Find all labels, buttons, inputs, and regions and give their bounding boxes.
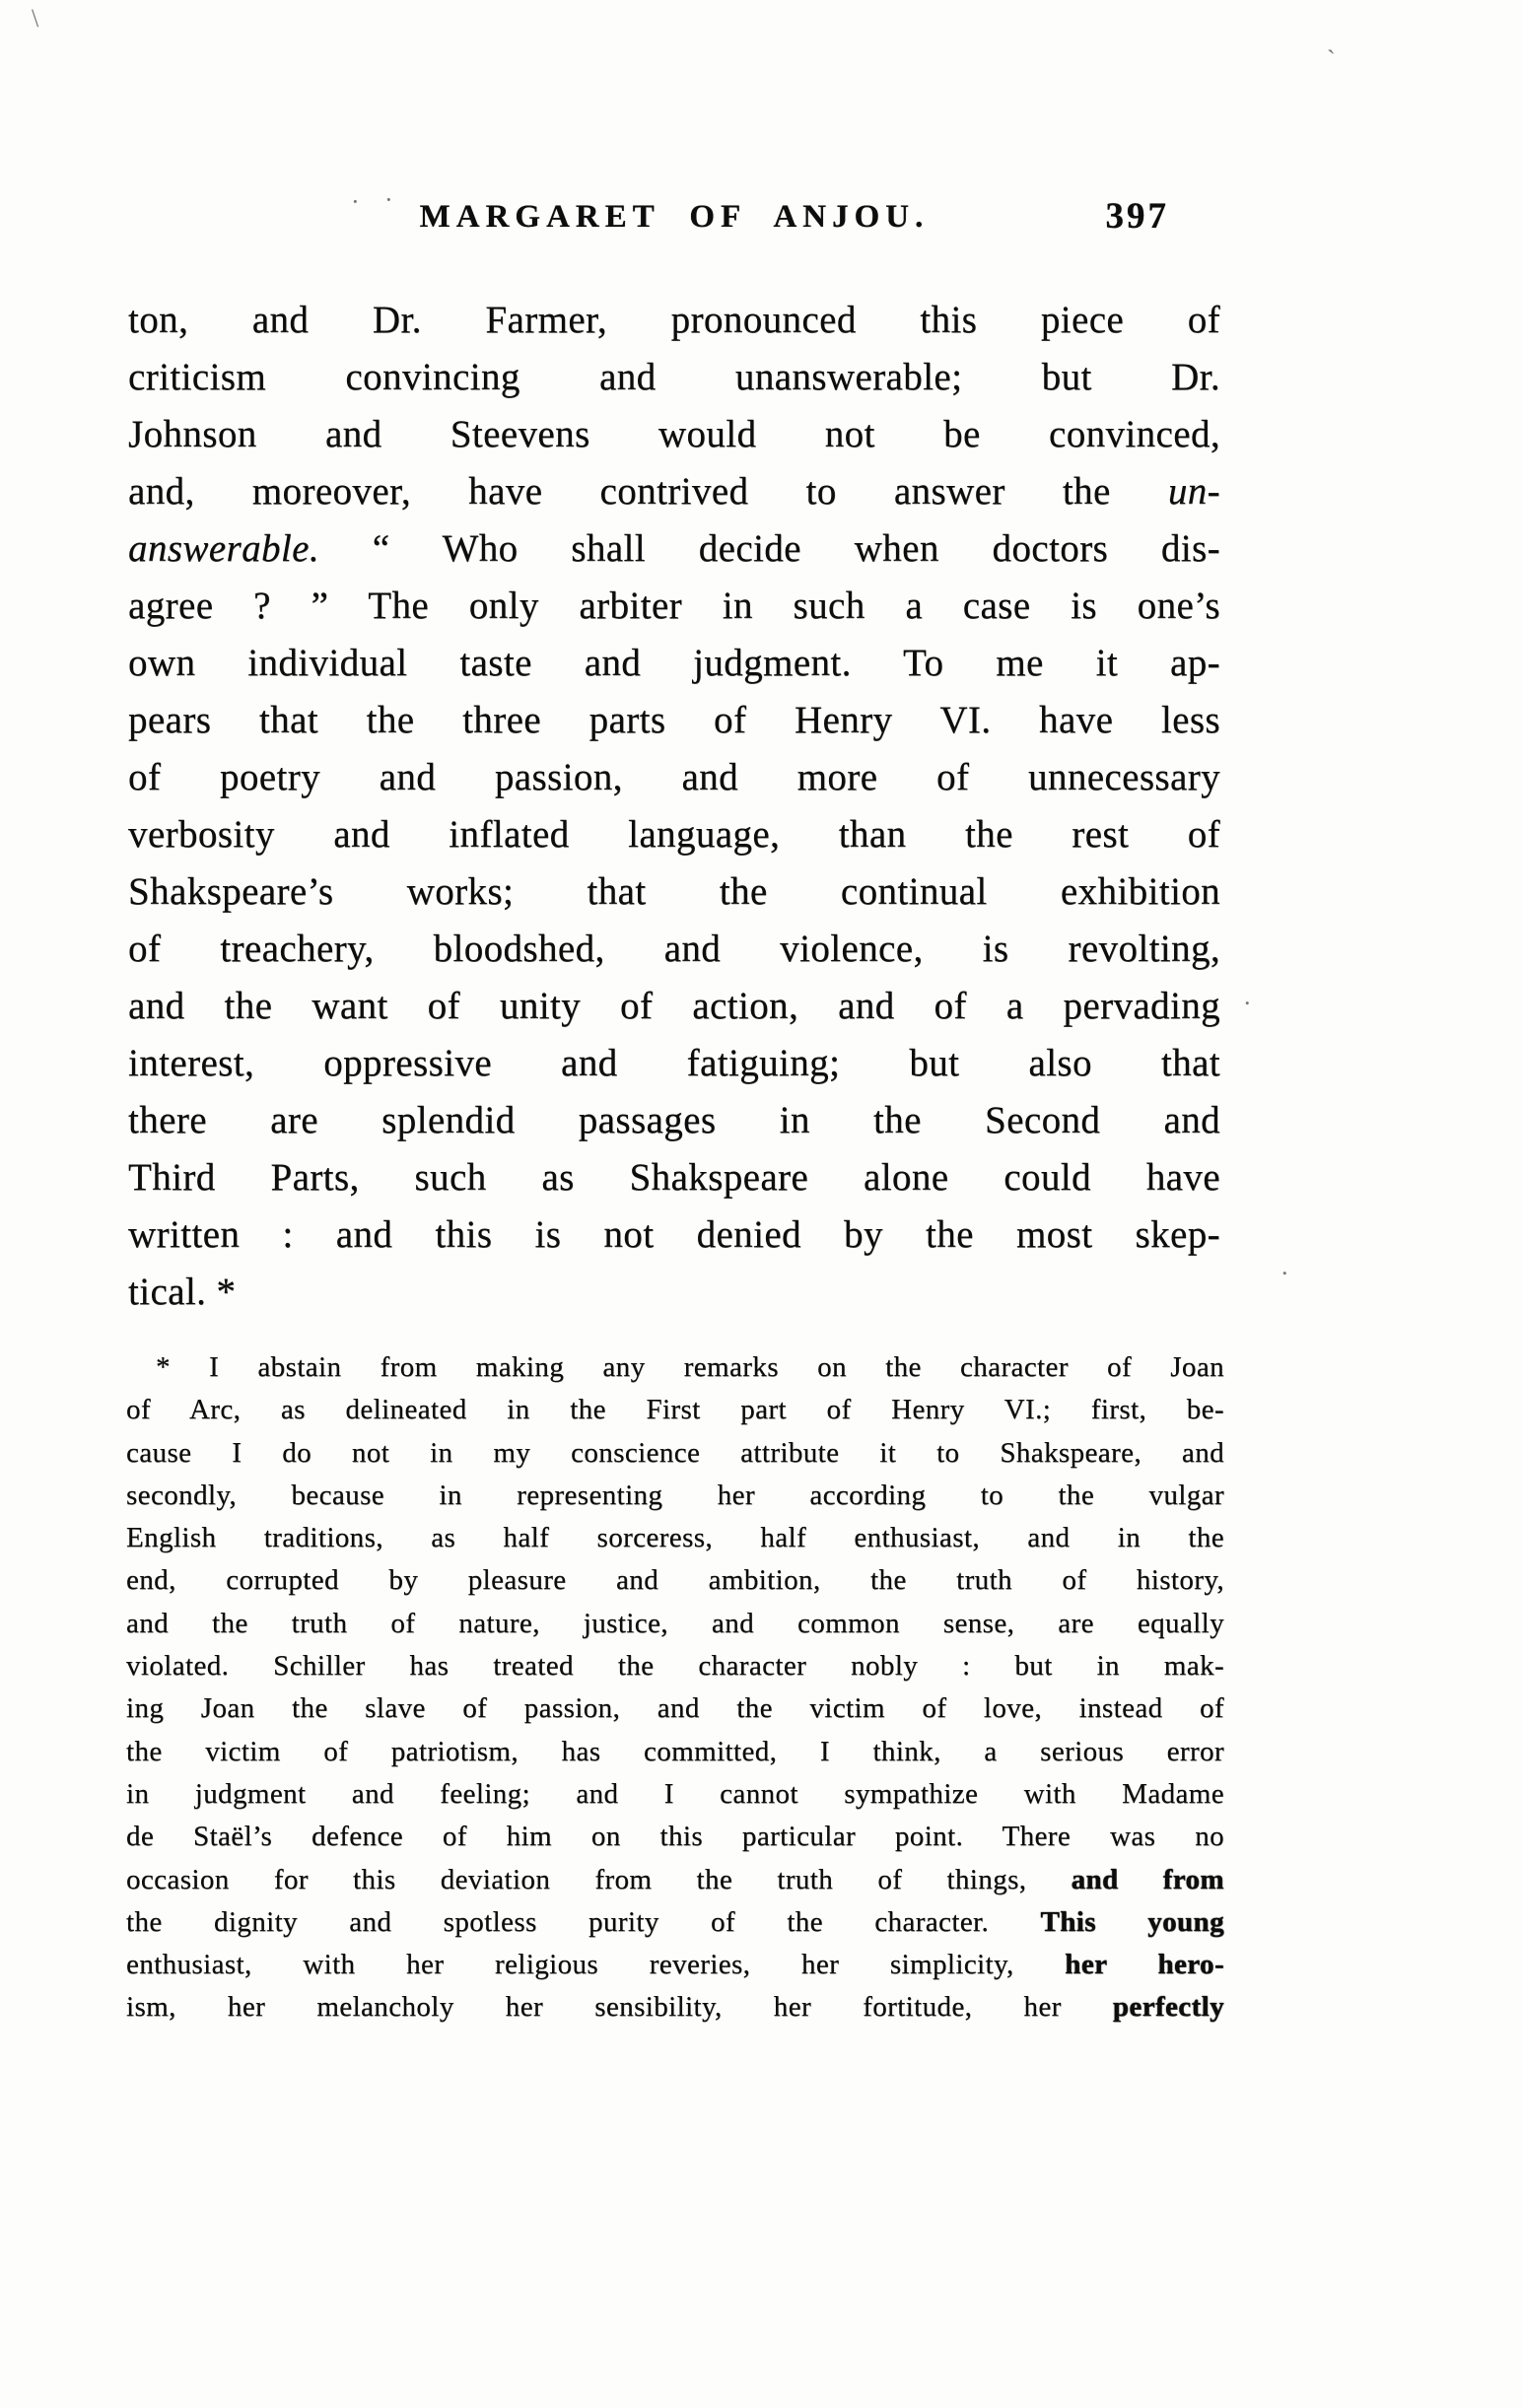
text-segment: de Staël’s defence of him on this particular point. There was no	[126, 1821, 1224, 1853]
text-segment: of treachery, bloodshed, and violence, is revolting,	[128, 928, 1220, 970]
text-segment: and from	[1071, 1863, 1224, 1895]
text-segment: her hero-	[1065, 1949, 1225, 1981]
text-segment: answerable.	[128, 527, 319, 570]
text-segment: cause I do not in my conscience attribute it to Shakspeare, and	[126, 1436, 1224, 1469]
text-segment: own individual taste and judgment. To me it ap-	[128, 642, 1220, 684]
scan-artifact: .	[1281, 1252, 1288, 1280]
page-header	[128, 196, 1220, 244]
footnote-line	[126, 1432, 1224, 1475]
body-line	[128, 1206, 1220, 1264]
text-segment: there are splendid passages in the Second and	[128, 1099, 1220, 1141]
text-segment: This young	[1040, 1905, 1224, 1938]
footnote-line	[126, 1901, 1224, 1944]
text-segment: ton, and Dr. Farmer, pronounced this piece of	[128, 299, 1220, 341]
text-segment: and the want of unity of action, and of a pervading	[128, 985, 1220, 1027]
body-line	[128, 863, 1220, 921]
text-segment: pears that the three parts of Henry VI. have less	[128, 699, 1220, 741]
scan-artifact: .	[1244, 982, 1251, 1010]
body-line	[128, 1149, 1220, 1206]
body-line	[128, 349, 1220, 406]
body-line	[128, 921, 1220, 978]
page-number: 397	[1105, 196, 1169, 237]
footnote-line	[126, 1859, 1224, 1901]
text-segment: Third Parts, such as Shakspeare alone could have	[128, 1156, 1220, 1199]
footnote-line	[126, 1645, 1224, 1687]
footnote-line	[126, 1816, 1224, 1858]
footnote-line	[126, 1346, 1224, 1389]
body-line	[128, 978, 1220, 1035]
text-segment: * I abstain from making any remarks on the character of Joan	[156, 1351, 1224, 1383]
text-segment: of poetry and passion, and more of unnecessary	[128, 756, 1220, 798]
footnote-line	[126, 1559, 1224, 1602]
body-line	[128, 463, 1220, 520]
text-segment: interest, oppressive and fatiguing; but also that	[128, 1042, 1220, 1084]
footnote	[126, 1346, 1224, 2030]
footnote-line	[126, 1773, 1224, 1816]
text-segment: agree ? ” The only arbiter in such a case is one’s	[128, 585, 1220, 627]
text-segment: ing Joan the slave of passion, and the victim of love, instead of	[126, 1692, 1224, 1725]
footnote-line	[126, 1731, 1224, 1773]
text-segment: enthusiast, with her religious reveries, her simplicity,	[126, 1949, 1066, 1981]
footnote-line	[126, 1986, 1224, 2029]
text-segment: “ Who shall decide when doctors dis-	[318, 527, 1220, 570]
scan-artifact: `	[1327, 45, 1336, 74]
text-segment: verbosity and inflated language, than the rest of	[128, 813, 1220, 856]
body-line	[128, 806, 1220, 863]
footnote-line	[126, 1687, 1224, 1730]
text-segment: violated. Schiller has treated the character nobly : but in mak-	[126, 1650, 1224, 1683]
text-segment: un-	[1167, 470, 1220, 513]
body-line	[128, 1092, 1220, 1149]
text-segment: in judgment and feeling; and I cannot sympathize with Madame	[126, 1777, 1224, 1810]
text-segment: Johnson and Steevens would not be convinced,	[128, 413, 1220, 455]
text-segment: and the truth of nature, justice, and common sense, are equally	[126, 1607, 1224, 1639]
footnote-line	[126, 1944, 1224, 1986]
body-line	[128, 749, 1220, 806]
text-segment: secondly, because in representing her according to the vulgar	[126, 1479, 1224, 1511]
text-segment: and, moreover, have contrived to answer the	[128, 470, 1168, 513]
body-line	[128, 635, 1220, 692]
text-segment: the victim of patriotism, has committed, I think, a serious error	[126, 1735, 1224, 1767]
text-segment: English traditions, as half sorceress, half enthusiast, and in the	[126, 1522, 1224, 1554]
text-segment: the dignity and spotless purity of the character.	[126, 1905, 1041, 1938]
running-title: MARGARET OF ANJOU.	[419, 199, 930, 235]
body-line	[128, 692, 1220, 749]
body-line	[128, 406, 1220, 463]
scan-artifact: \	[32, 4, 39, 33]
footnote-line	[126, 1517, 1224, 1559]
text-segment: perfectly	[1112, 1991, 1224, 2024]
text-segment: end, corrupted by pleasure and ambition, the truth of history,	[126, 1564, 1224, 1597]
text-segment: criticism convincing and unanswerable; but Dr.	[128, 356, 1220, 398]
body-line	[128, 292, 1220, 349]
text-segment: occasion for this deviation from the truth of things,	[126, 1863, 1072, 1895]
body-line	[128, 578, 1220, 635]
text-segment: tical. *	[128, 1271, 237, 1313]
footnote-line	[126, 1603, 1224, 1645]
scan-artifact: ·	[351, 187, 360, 216]
text-segment: written : and this is not denied by the most skep-	[128, 1213, 1220, 1256]
text-segment: of Arc, as delineated in the First part of Henry VI.; first, be-	[126, 1394, 1224, 1426]
text-segment: Shakspeare’s works; that the continual exhibition	[128, 870, 1220, 913]
scan-artifact: ·	[384, 185, 393, 214]
text-segment: ism, her melancholy her sensibility, her fortitude, her	[126, 1991, 1113, 2024]
footnote-line	[126, 1389, 1224, 1431]
body-text	[128, 292, 1220, 1321]
footnote-line	[126, 1475, 1224, 1517]
body-line	[128, 520, 1220, 578]
body-line	[128, 1035, 1220, 1092]
body-line	[128, 1264, 1220, 1321]
